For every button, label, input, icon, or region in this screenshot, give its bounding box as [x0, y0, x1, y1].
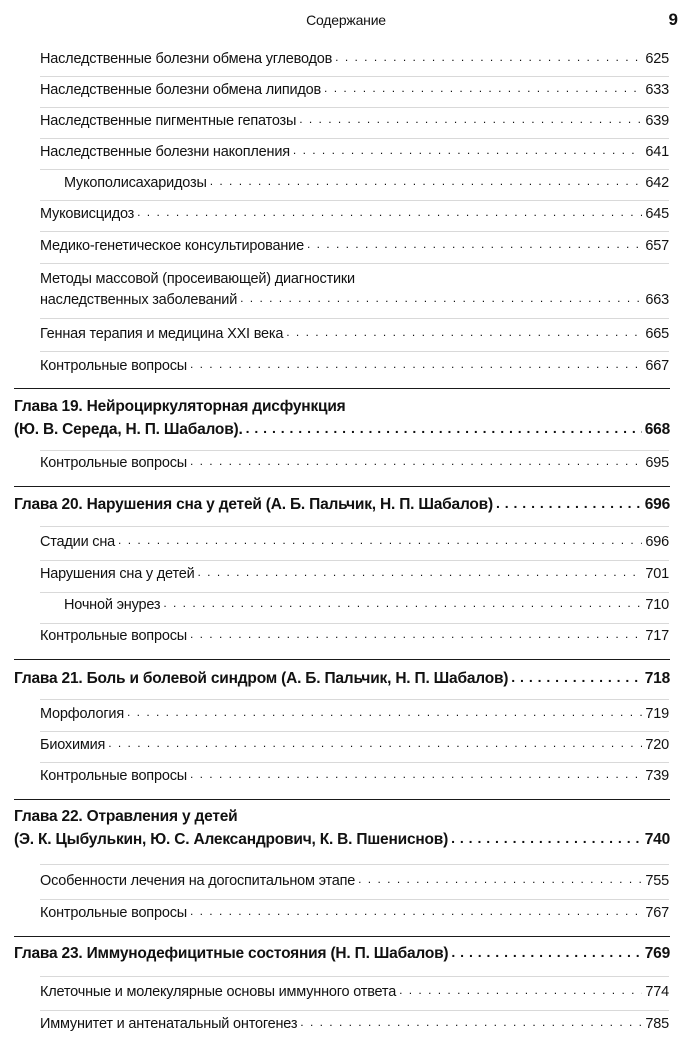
divider: [40, 351, 669, 352]
chapter-rule: [14, 936, 670, 937]
leader-dots: [358, 872, 642, 886]
toc-entry-title: Биохимия: [40, 737, 106, 753]
toc-entry-page: 633: [645, 82, 669, 98]
toc-entry-title: Наследственные болезни обмена липидов: [40, 82, 322, 98]
toc-entry-page: 657: [645, 238, 669, 254]
page-header: [0, 8, 692, 36]
divider: [40, 318, 669, 319]
divider: [40, 699, 669, 700]
toc-entry-page: 719: [645, 706, 669, 722]
divider: [40, 107, 669, 108]
divider: [40, 592, 669, 593]
leader-dots: [300, 1015, 642, 1029]
divider: [40, 731, 669, 732]
leader-dots: [108, 736, 642, 750]
toc-entry[interactable]: [40, 238, 669, 254]
chapter-page: 718: [644, 670, 670, 687]
toc-entry[interactable]: [40, 144, 669, 160]
leader-dots: [335, 50, 642, 64]
toc-entry[interactable]: [40, 113, 669, 129]
toc-entry-page: 739: [645, 768, 669, 784]
divider: [40, 560, 669, 561]
toc-entry-title: Стадии сна: [40, 534, 116, 550]
page-number: 9: [668, 10, 678, 29]
toc-entry[interactable]: [40, 628, 669, 644]
chapter-title-line1: Глава 22. Отравления у детей: [14, 808, 238, 825]
divider: [40, 138, 669, 139]
chapter-title: Глава 23. Иммунодефицитные состояния (Н. П. Шабалов): [14, 945, 449, 962]
divider: [40, 231, 669, 232]
leader-dots: [451, 830, 642, 846]
leader-dots: [307, 237, 642, 251]
leader-dots: [190, 904, 642, 918]
toc-entry-title: Контрольные вопросы: [40, 905, 187, 921]
chapter-rule: [14, 388, 670, 389]
toc-entry-page: 755: [645, 873, 669, 889]
toc-entry-page: 774: [645, 984, 669, 1000]
leader-dots: [118, 533, 642, 547]
toc-entry[interactable]: [40, 206, 669, 222]
leader-dots: [324, 81, 642, 95]
chapter-page: 769: [644, 945, 670, 962]
toc-entry-title: Особенности лечения на догоспитальном этапе: [40, 873, 356, 889]
leader-dots: [293, 143, 643, 157]
running-title: Содержание: [306, 12, 386, 28]
divider: [40, 450, 669, 451]
leader-dots: [496, 495, 642, 511]
toc-entry-page: 641: [645, 144, 669, 160]
toc-entry-title: Наследственные пигментные гепатозы: [40, 113, 297, 129]
chapter-page: 668: [644, 421, 670, 438]
toc-entry-page: 645: [645, 206, 669, 222]
toc-entry[interactable]: [40, 358, 669, 374]
toc-entry-title: Контрольные вопросы: [40, 358, 187, 374]
leader-dots: [511, 669, 641, 685]
toc-entry-title-line2: наследственных заболеваний: [40, 292, 238, 308]
toc-entry-page: 663: [645, 292, 669, 308]
toc-entry-title: Генная терапия и медицина XXI века: [40, 326, 284, 342]
chapter-rule: [14, 486, 670, 487]
toc-entry[interactable]: [40, 82, 669, 98]
leader-dots: [451, 944, 641, 960]
divider: [40, 263, 669, 264]
divider: [40, 1010, 669, 1011]
leader-dots: [299, 112, 642, 126]
toc-entry[interactable]: [40, 905, 669, 921]
divider: [40, 762, 669, 763]
chapter-title: Глава 20. Нарушения сна у детей (А. Б. Пальчик, Н. П. Шабалов): [14, 496, 493, 513]
toc-entry[interactable]: [40, 534, 669, 550]
leader-dots: [190, 454, 642, 468]
chapter-title-line1: Глава 19. Нейроциркуляторная дисфункция: [14, 398, 346, 415]
divider: [40, 623, 669, 624]
toc-entry-title: Морфология: [40, 706, 124, 722]
toc-chapter[interactable]: [14, 831, 670, 849]
toc-entry-title: Клеточные и молекулярные основы иммунного ответа: [40, 984, 397, 1000]
chapter-page: 740: [644, 831, 670, 848]
toc-entry-title: Иммунитет и антенатальный онтогенез: [40, 1016, 298, 1032]
toc-entry[interactable]: [40, 984, 669, 1000]
toc-entry[interactable]: [40, 292, 669, 308]
divider: [40, 526, 669, 527]
leader-dots: [163, 596, 642, 610]
chapter-title: Глава 21. Боль и болевой синдром (А. Б. Пальчик, Н. П. Шабалов): [14, 670, 509, 687]
toc-entry[interactable]: [40, 873, 669, 889]
leader-dots: [137, 205, 642, 219]
toc-entry[interactable]: [40, 706, 669, 722]
leader-dots: [190, 767, 642, 781]
toc-entry-title-line1: Методы массовой (просеивающей) диагностики: [40, 271, 355, 287]
chapter-page: 696: [644, 496, 670, 513]
toc-entry[interactable]: [40, 455, 669, 471]
toc-entry-page: 667: [645, 358, 669, 374]
toc-entry-title: Медико-генетическое консультирование: [40, 238, 304, 254]
toc-entry-title: Наследственные болезни обмена углеводов: [40, 51, 333, 67]
chapter-rule: [14, 799, 670, 800]
divider: [40, 76, 669, 77]
toc-entry-page: 710: [645, 597, 669, 613]
toc-entry[interactable]: [40, 51, 669, 67]
toc-entry-title: Контрольные вопросы: [40, 455, 187, 471]
divider: [40, 169, 669, 170]
toc-entry[interactable]: [40, 566, 669, 582]
toc-entry-title: Контрольные вопросы: [40, 768, 187, 784]
leader-dots: [190, 627, 642, 641]
toc-subentry[interactable]: [64, 175, 669, 191]
toc-entry-page: 767: [645, 905, 669, 921]
toc-entry-page: 701: [645, 566, 669, 582]
toc-entry-page: 625: [645, 51, 669, 67]
toc-chapter[interactable]: [14, 670, 670, 688]
chapter-title-line2: (Э. К. Цыбулькин, Ю. С. Александрович, К. В. Пшениснов): [14, 831, 449, 848]
divider: [40, 976, 669, 977]
toc-entry-title: Нарушения сна у детей: [40, 566, 195, 582]
toc-entry-page: 696: [645, 534, 669, 550]
divider: [40, 200, 669, 201]
chapter-title-line2: (Ю. В. Середа, Н. П. Шабалов).: [14, 421, 243, 438]
toc-entry-title: Контрольные вопросы: [40, 628, 187, 644]
toc-entry-page: 720: [645, 737, 669, 753]
leader-dots: [210, 174, 643, 188]
leader-dots: [286, 325, 642, 339]
toc-entry[interactable]: [40, 1016, 669, 1032]
leader-dots: [190, 357, 642, 371]
leader-dots: [399, 983, 642, 997]
toc-subentry[interactable]: [64, 597, 669, 613]
divider: [40, 864, 669, 865]
toc-entry-page: 639: [645, 113, 669, 129]
leader-dots: [240, 291, 642, 305]
toc-chapter[interactable]: [14, 945, 670, 963]
toc-entry-title: Ночной энурез: [64, 597, 161, 613]
toc-entry-page: 665: [645, 326, 669, 342]
toc-chapter[interactable]: [14, 496, 670, 514]
toc-entry-page: 717: [645, 628, 669, 644]
leader-dots: [246, 420, 642, 436]
leader-dots: [127, 705, 642, 719]
chapter-rule: [14, 659, 670, 660]
toc-entry-page: 785: [645, 1016, 669, 1032]
toc-entry[interactable]: [40, 768, 669, 784]
toc-entry-page: 642: [645, 175, 669, 191]
toc-entry[interactable]: [40, 326, 669, 342]
leader-dots: [198, 565, 643, 579]
toc-entry[interactable]: [40, 737, 669, 753]
toc-chapter[interactable]: [14, 421, 670, 439]
toc-entry-title: Муковисцидоз: [40, 206, 135, 222]
toc-entry-page: 695: [645, 455, 669, 471]
toc-entry-title: Мукополисахаридозы: [64, 175, 207, 191]
toc-entry-title: Наследственные болезни накопления: [40, 144, 290, 160]
divider: [40, 899, 669, 900]
